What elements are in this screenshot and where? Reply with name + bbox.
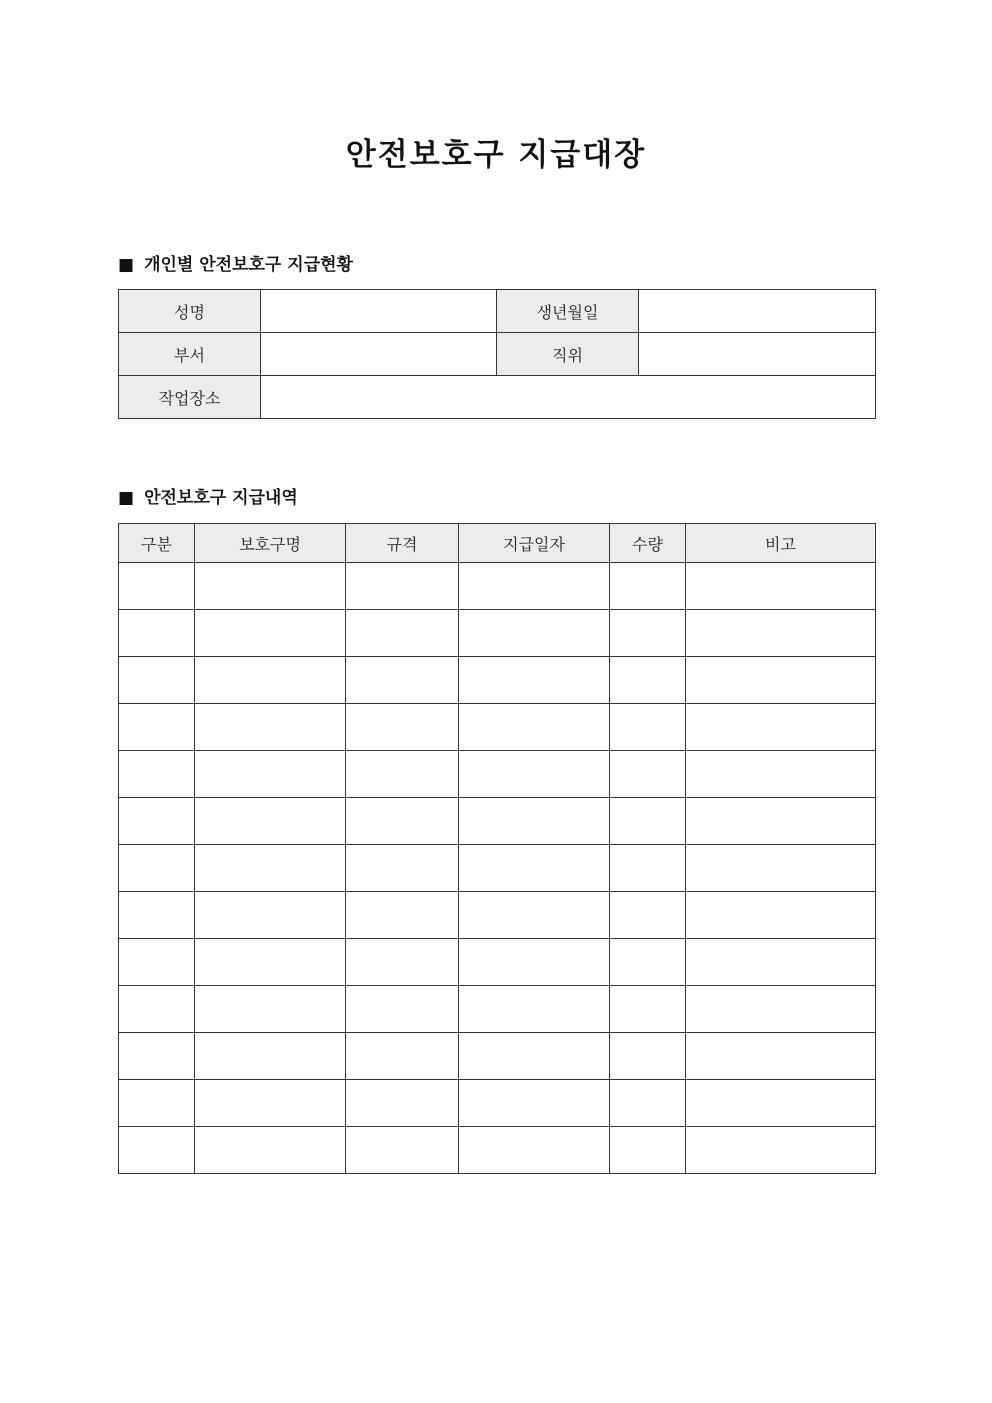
- column-header-spec: 규격: [346, 524, 459, 563]
- spec-cell[interactable]: [346, 892, 459, 939]
- issue-date-cell[interactable]: [459, 1080, 610, 1127]
- remarks-cell[interactable]: [686, 563, 876, 610]
- item-name-cell[interactable]: [195, 986, 346, 1033]
- spec-cell[interactable]: [346, 798, 459, 845]
- issue-table-body: [119, 563, 876, 1174]
- table-row: [119, 751, 876, 798]
- square-bullet-icon: ■: [118, 255, 135, 275]
- column-header-remarks: 비고: [686, 524, 876, 563]
- spec-cell[interactable]: [346, 845, 459, 892]
- personal-info-table: [118, 289, 876, 419]
- table-row: [119, 798, 876, 845]
- birthdate-field[interactable]: [639, 290, 876, 333]
- remarks-cell[interactable]: [686, 657, 876, 704]
- quantity-cell[interactable]: [610, 563, 686, 610]
- table-row: [119, 939, 876, 986]
- personal-section-heading-text: 개인별 안전보호구 지급현황: [144, 255, 353, 275]
- remarks-cell[interactable]: [686, 1033, 876, 1080]
- category-cell[interactable]: [119, 704, 195, 751]
- table-row: [119, 610, 876, 657]
- column-header-issue-date: 지급일자: [459, 524, 610, 563]
- category-cell[interactable]: [119, 1127, 195, 1174]
- issue-table-header: [119, 524, 876, 563]
- quantity-cell[interactable]: [610, 892, 686, 939]
- item-name-cell[interactable]: [195, 1080, 346, 1127]
- category-cell[interactable]: [119, 610, 195, 657]
- remarks-cell[interactable]: [686, 1080, 876, 1127]
- column-header-category: 구분: [119, 524, 195, 563]
- issue-date-cell[interactable]: [459, 1127, 610, 1174]
- info-row-name: [119, 290, 876, 333]
- table-row: [119, 657, 876, 704]
- spec-cell[interactable]: [346, 610, 459, 657]
- issue-records-table: [118, 523, 876, 1174]
- table-row: [119, 986, 876, 1033]
- spec-cell[interactable]: [346, 657, 459, 704]
- issue-date-cell[interactable]: [459, 845, 610, 892]
- item-name-cell[interactable]: [195, 892, 346, 939]
- item-name-cell[interactable]: [195, 1033, 346, 1080]
- issue-date-cell[interactable]: [459, 610, 610, 657]
- table-row: [119, 892, 876, 939]
- category-cell[interactable]: [119, 892, 195, 939]
- remarks-cell[interactable]: [686, 751, 876, 798]
- position-label: 직위: [497, 333, 639, 376]
- category-cell[interactable]: [119, 845, 195, 892]
- department-label: 부서: [119, 333, 261, 376]
- category-cell[interactable]: [119, 563, 195, 610]
- quantity-cell[interactable]: [610, 657, 686, 704]
- category-cell[interactable]: [119, 986, 195, 1033]
- remarks-cell[interactable]: [686, 798, 876, 845]
- workplace-field[interactable]: [261, 376, 876, 419]
- quantity-cell[interactable]: [610, 798, 686, 845]
- category-cell[interactable]: [119, 657, 195, 704]
- name-label: 성명: [119, 290, 261, 333]
- issue-date-cell[interactable]: [459, 704, 610, 751]
- table-row: [119, 845, 876, 892]
- item-name-cell[interactable]: [195, 845, 346, 892]
- position-field[interactable]: [639, 333, 876, 376]
- item-name-cell[interactable]: [195, 610, 346, 657]
- issue-date-cell[interactable]: [459, 1033, 610, 1080]
- remarks-cell[interactable]: [686, 704, 876, 751]
- category-cell[interactable]: [119, 939, 195, 986]
- quantity-cell[interactable]: [610, 939, 686, 986]
- info-row-department: [119, 333, 876, 376]
- quantity-cell[interactable]: [610, 751, 686, 798]
- spec-cell[interactable]: [346, 1033, 459, 1080]
- remarks-cell[interactable]: [686, 610, 876, 657]
- spec-cell[interactable]: [346, 1080, 459, 1127]
- issue-date-cell[interactable]: [459, 939, 610, 986]
- name-field[interactable]: [261, 290, 497, 333]
- issue-date-cell[interactable]: [459, 892, 610, 939]
- category-cell[interactable]: [119, 751, 195, 798]
- remarks-cell[interactable]: [686, 1127, 876, 1174]
- quantity-cell[interactable]: [610, 704, 686, 751]
- category-cell[interactable]: [119, 1033, 195, 1080]
- workplace-label: 작업장소: [119, 376, 261, 419]
- issue-date-cell[interactable]: [459, 657, 610, 704]
- column-header-item-name: 보호구명: [195, 524, 346, 563]
- quantity-cell[interactable]: [610, 1080, 686, 1127]
- quantity-cell[interactable]: [610, 986, 686, 1033]
- item-name-cell[interactable]: [195, 751, 346, 798]
- remarks-cell[interactable]: [686, 892, 876, 939]
- issue-date-cell[interactable]: [459, 751, 610, 798]
- table-row: [119, 704, 876, 751]
- quantity-cell[interactable]: [610, 845, 686, 892]
- issue-date-cell[interactable]: [459, 563, 610, 610]
- category-cell[interactable]: [119, 798, 195, 845]
- item-name-cell[interactable]: [195, 563, 346, 610]
- item-name-cell[interactable]: [195, 798, 346, 845]
- birthdate-label: 생년월일: [497, 290, 639, 333]
- item-name-cell[interactable]: [195, 939, 346, 986]
- quantity-cell[interactable]: [610, 610, 686, 657]
- spec-cell[interactable]: [346, 704, 459, 751]
- table-row: [119, 563, 876, 610]
- table-row: [119, 1080, 876, 1127]
- issue-date-cell[interactable]: [459, 798, 610, 845]
- table-row: [119, 1127, 876, 1174]
- issue-section-heading: [118, 486, 298, 510]
- column-header-quantity: 수량: [610, 524, 686, 563]
- issue-date-cell[interactable]: [459, 986, 610, 1033]
- spec-cell[interactable]: [346, 751, 459, 798]
- issue-section-heading-text: 안전보호구 지급내역: [144, 488, 298, 508]
- spec-cell[interactable]: [346, 1127, 459, 1174]
- personal-section-heading: [118, 253, 353, 277]
- remarks-cell[interactable]: [686, 986, 876, 1033]
- department-field[interactable]: [261, 333, 497, 376]
- info-row-workplace: [119, 376, 876, 419]
- square-bullet-icon: ■: [118, 488, 135, 508]
- remarks-cell[interactable]: [686, 845, 876, 892]
- spec-cell[interactable]: [346, 986, 459, 1033]
- item-name-cell[interactable]: [195, 657, 346, 704]
- quantity-cell[interactable]: [610, 1033, 686, 1080]
- item-name-cell[interactable]: [195, 1127, 346, 1174]
- spec-cell[interactable]: [346, 939, 459, 986]
- spec-cell[interactable]: [346, 563, 459, 610]
- table-row: [119, 1033, 876, 1080]
- document-title: 안전보호구 지급대장: [345, 137, 647, 173]
- quantity-cell[interactable]: [610, 1127, 686, 1174]
- item-name-cell[interactable]: [195, 704, 346, 751]
- remarks-cell[interactable]: [686, 939, 876, 986]
- category-cell[interactable]: [119, 1080, 195, 1127]
